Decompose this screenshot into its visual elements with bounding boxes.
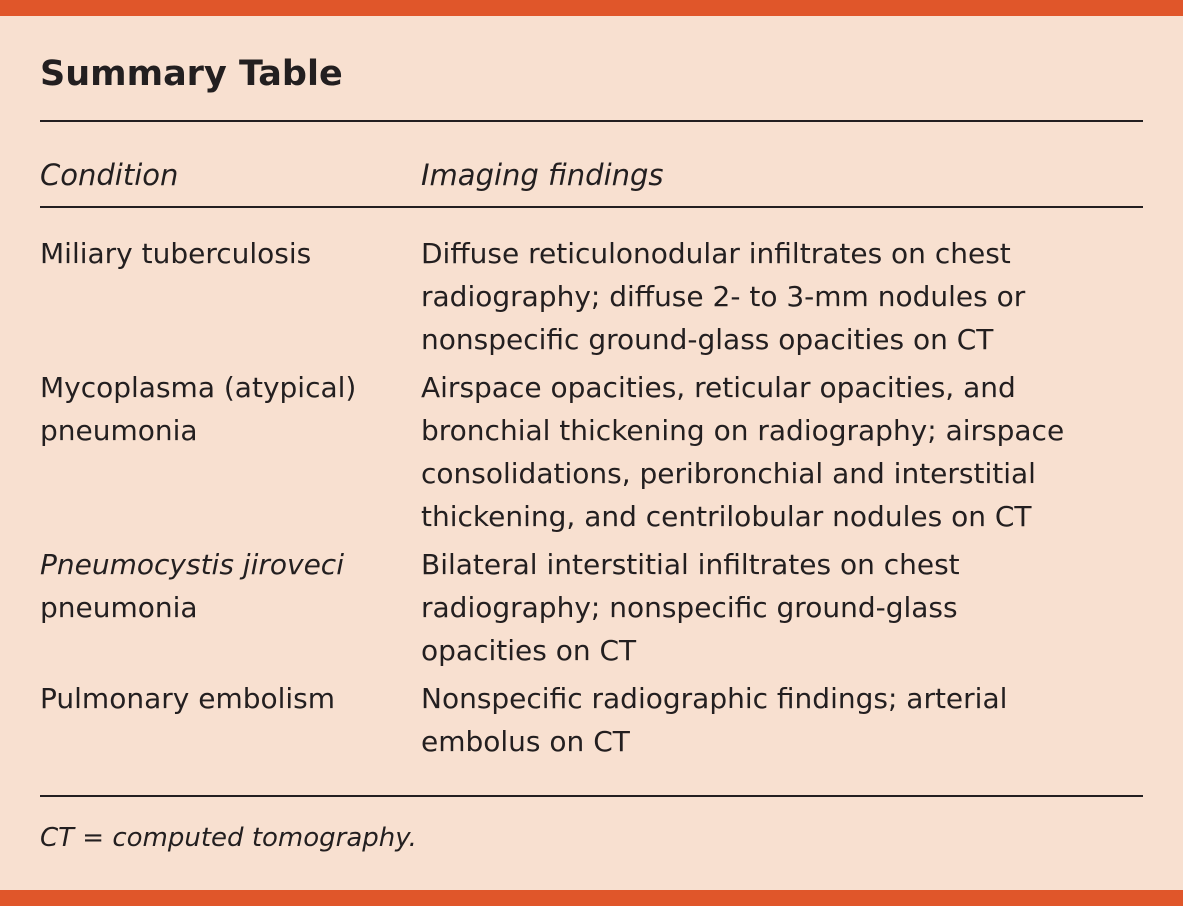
findings-cell bbox=[421, 543, 1143, 672]
footer-divider bbox=[40, 795, 1143, 797]
condition-text: Pulmonary embolism bbox=[40, 682, 336, 715]
table-row bbox=[40, 543, 1143, 672]
condition-text: pneumonia bbox=[40, 591, 198, 624]
bottom-accent-bar bbox=[0, 890, 1183, 906]
findings-text: opacities on CT bbox=[421, 634, 637, 667]
findings-cell bbox=[421, 232, 1143, 361]
column-header-imaging-findings: Imaging findings bbox=[421, 158, 664, 192]
findings-text: thickening, and centrilobular nodules on CT bbox=[421, 500, 1032, 533]
findings-cell bbox=[421, 366, 1143, 538]
condition-text: Miliary tuberculosis bbox=[40, 237, 312, 270]
condition-text: Pneumocystis jiroveci bbox=[40, 548, 344, 581]
table-body bbox=[40, 232, 1143, 768]
table-row bbox=[40, 366, 1143, 538]
condition-text: Mycoplasma (atypical) bbox=[40, 371, 357, 404]
findings-cell bbox=[421, 677, 1143, 763]
findings-text: nonspecific ground-glass opacities on CT bbox=[421, 323, 994, 356]
findings-text: bronchial thickening on radiography; airspace bbox=[421, 414, 1065, 447]
condition-cell bbox=[40, 543, 421, 672]
title-divider bbox=[40, 120, 1143, 122]
condition-cell bbox=[40, 232, 421, 361]
findings-text: Bilateral interstitial infiltrates on chest bbox=[421, 548, 960, 581]
footnote: CT = computed tomography. bbox=[40, 823, 417, 853]
column-header-condition: Condition bbox=[40, 158, 179, 192]
findings-text: radiography; diffuse 2- to 3-mm nodules or bbox=[421, 280, 1026, 313]
table-row bbox=[40, 677, 1143, 763]
findings-text: Airspace opacities, reticular opacities, and bbox=[421, 371, 1016, 404]
header-divider bbox=[40, 206, 1143, 208]
findings-text: radiography; nonspecific ground-glass bbox=[421, 591, 958, 624]
findings-text: embolus on CT bbox=[421, 725, 630, 758]
top-accent-bar bbox=[0, 0, 1183, 16]
table-row bbox=[40, 232, 1143, 361]
findings-text: Nonspecific radiographic findings; arterial bbox=[421, 682, 1008, 715]
findings-text: Diffuse reticulonodular infiltrates on chest bbox=[421, 237, 1011, 270]
condition-cell bbox=[40, 366, 421, 538]
table-title: Summary Table bbox=[40, 54, 343, 94]
condition-cell bbox=[40, 677, 421, 763]
findings-text: consolidations, peribronchial and interstitial bbox=[421, 457, 1036, 490]
condition-text: pneumonia bbox=[40, 414, 198, 447]
